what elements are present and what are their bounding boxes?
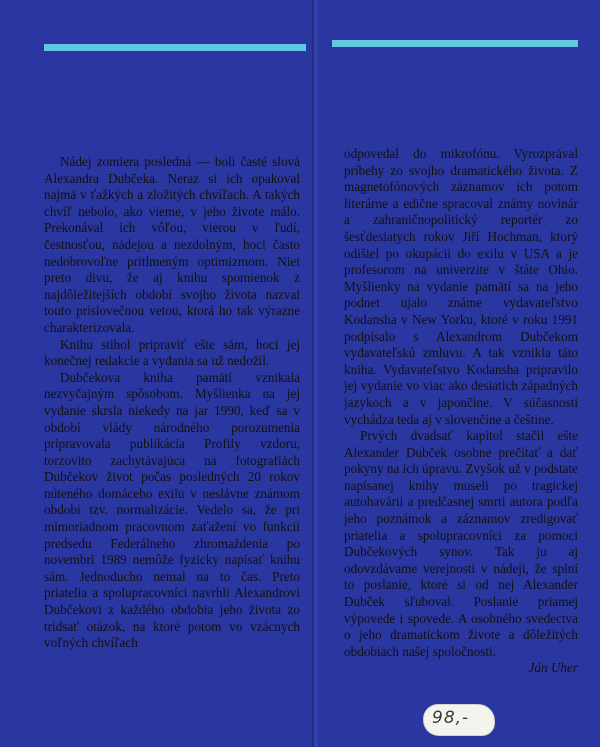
left-paragraph-2: Knihu stihol pripraviť ešte sám, hoci jej konečnej redakcie a vydania sa už nedožil. <box>44 336 300 369</box>
right-paragraph-2: Prvých dvadsať kapitol stačil ešte Alexander Dubček osobne prečítať a dať pokyny na ich úpravu. Zvyšok už v podstate napísanej knihy museli po tragickej autohavárii a predčasnej smrti autora podľa jeho poznámok a záznamov zredigovať priatelia a spolupracovníci za pomoci Dubčekových synov. Tak ju aj odovzdávame verejnosti v nádeji, že splní to poslanie, ktoré si od nej Alexander Dubček sľuboval. Poslanie priamej výpovede i spovede. A osobného svedectva o jeho dramatickom živote a dôležitých obdobiach našej spoločnosti. <box>344 428 578 659</box>
left-paragraph-3: Dubčekova kniha pamätí vznikala nezvyčajným spôsobom. Myšlienka na jej vydanie skrsla niekedy na jar 1990, keď sa v období vlády národného porozumenia pripravovala publikácia Profily vzdoru, torzovito zachytávajúca na fotografiách Dubčekov život počas posledných 20 rokov núteného domáceho exilu v neslávne známom období tzv. normalizácie. Vedelo sa, že pri mimoriadnom pracovnom zaťažení vo funkcii predsedu Federálneho zhromaždenia po novembri 1989 nemôže fyzicky napísať knihu sám. Jednoducho nemal na to čas. Preto priatelia a spolupracovníci navrhli Alexandrovi Dubčekovi z každého obdobia jeho života zo tridsať otázok, na ktoré potom vo vzácnych voľných chvíľach <box>44 369 300 651</box>
left-accent-stripe <box>44 44 306 51</box>
right-accent-stripe <box>332 40 578 47</box>
right-paragraph-1: odpovedal do mikrofónu. Vyrozprával príbehy zo svojho dramatického života. Z magnetofónových záznamov ich potom literárne a edične spracoval známy novinár a zahraničnopolitický reportér zo šesťdesiatych rokov Jiří Hochman, ktorý odišiel po okupácii do exilu v USA a je profesorom na univerzite v štáte Ohio. Myšlienky na vydanie pamätí sa na jeho podnet ujalo známe vydavateľstvo Kodansha v New Yorku, ktoré v roku 1991 podpísalo s Alexandrom Dubčekom vydavateľskú zmluvu. A tak vznikla táto kniha. Vydavateľstvo Kodansha pripravilo jej vydanie vo viac ako desiatich západných jazykoch a v japončine. V súčasnosti vychádza teda aj v slovenčine a češtine. <box>344 146 578 427</box>
author-signature: Ján Uher <box>528 660 578 676</box>
left-paragraph-1: Nádej zomiera posledná — boli časté slová Alexandra Dubčeka. Neraz si ich opakoval najmä v ťažkých a zložitých chvíľach. A takých chvíľ nebolo, ako vieme, v jeho živote málo. Prekonával ich vôľou, vierou v ľudí, čestnosťou, nádejou a nezdolným, hoci často nedobrovoľne pritlmeným optimizmom. Niet preto divu, že aj knihu spomienok z najdôležitejších období svojho života nazval touto príslovečnou vetou, ktorá ho tak výrazne charakterizovala. <box>44 154 300 335</box>
price-label: 98,- <box>432 708 470 728</box>
right-text-column <box>344 146 578 677</box>
left-text-column <box>44 154 300 652</box>
